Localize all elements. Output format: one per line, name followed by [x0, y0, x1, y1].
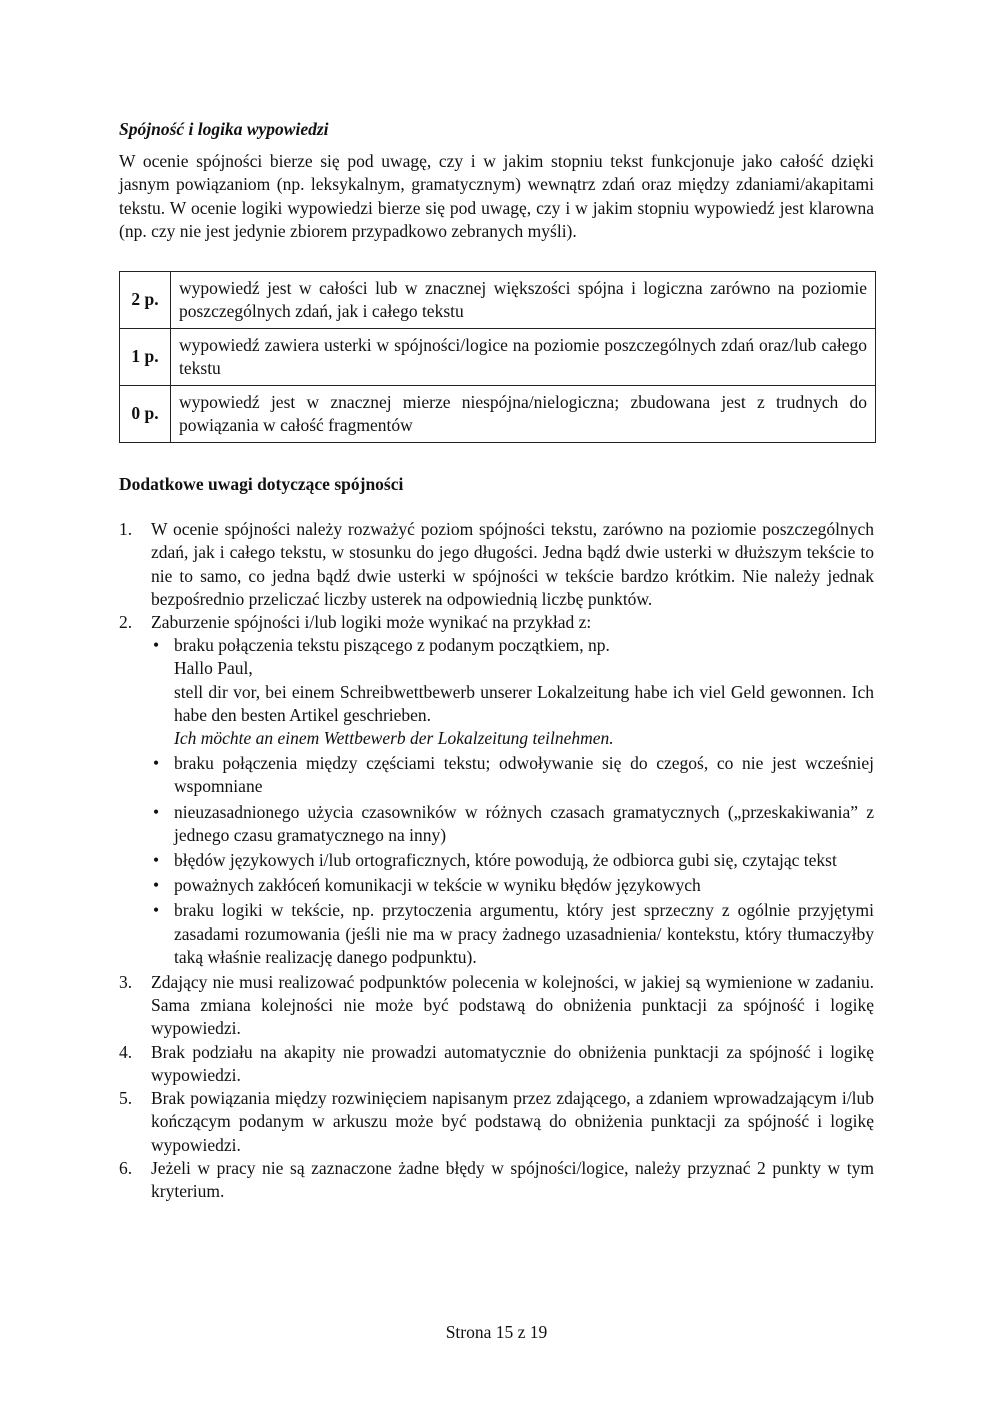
scoring-description: wypowiedź zawiera usterki w spójności/logice na poziomie poszczególnych zdań oraz/lub całego tekstu [171, 329, 876, 386]
page-footer: Strona 15 z 19 [445, 1322, 548, 1342]
note-text: Zaburzenie spójności i/lub logiki może wynikać na przykład z: [151, 612, 592, 633]
note-text: Brak powiązania między rozwinięciem napisanym przez zdającego, a zdaniem wprowadzającym i/lub kończącym podanym w arkuszu może być podstawą do obniżenia punktacji za spójność i logikę wypowiedzi. [151, 1088, 874, 1155]
subheading: Dodatkowe uwagi dotyczące spójności [119, 474, 404, 495]
bullet-item [151, 801, 874, 847]
note-text: Jeżeli w pracy nie są zaznaczone żadne błędy w spójności/logice, należy przyznać 2 punkty w tym kryterium. [151, 1157, 874, 1201]
scoring-row-1 [120, 329, 876, 386]
bullet-text: błędów językowych i/lub ortograficznych, które powodują, że odbiorca gubi się, czytając tekst [174, 850, 837, 871]
note-text: W ocenie spójności należy rozważyć poziom spójności tekstu, zarówno na poziomie poszczególnych zdań, jak i całego tekstu, w stosunku do jego długości. Jedna bądź dwie usterki w dłuższym tekście to nie to samo, co jedna bądź dwie usterki w spójności w tekście bardzo krótkim. Nie należy jednak bezpośrednio przeliczać liczby usterek na odpowiednią liczbę punktów. [151, 519, 874, 609]
note-item [119, 971, 874, 1041]
notes-list [119, 518, 874, 1203]
bullet-text: braku logiki w tekście, np. przytoczenia argumentu, który jest sprzeczny z ogólnie przyjętymi zasadami rozumowania (jeśli nie ma w pracy żadnego uzasadnienia/ kontekstu, który tłumaczyłby taką właśnie realizację danego podpunktu). [174, 900, 874, 967]
bullet-item [151, 874, 874, 897]
bullet-item [151, 899, 874, 969]
bullet-text: poważnych zakłóceń komunikacji w tekście w wyniku błędów językowych [174, 875, 701, 896]
example-italic-text: Ich möchte an einem Wettbewerb der Lokalzeitung teilnehmen. [174, 728, 614, 749]
note-item [119, 1157, 874, 1203]
scoring-description: wypowiedź jest w znacznej mierze niespójna/nielogiczna; zbudowana jest z trudnych do powiązania w całość fragmentów [171, 386, 876, 443]
example-greeting: Hallo Paul, [174, 658, 253, 679]
scoring-row-2 [120, 272, 876, 329]
bullet-icon: • [153, 753, 160, 774]
section-title: Spójność i logika wypowiedzi [119, 119, 329, 139]
bullet-list [151, 634, 874, 969]
scoring-description: wypowiedź jest w całości lub w znacznej większości spójna i logiczna zarówno na poziomie poszczególnych zdań, jak i całego tekstu [171, 272, 876, 329]
scoring-table [119, 271, 876, 443]
bullet-icon: • [153, 875, 160, 896]
bullet-text: braku połączenia tekstu piszącego z podanym początkiem, np. [174, 635, 610, 656]
note-number: 1. [119, 519, 133, 540]
bullet-item [151, 752, 874, 798]
scoring-row-0 [120, 386, 876, 443]
scoring-points: 0 p. [120, 386, 171, 443]
note-number: 2. [119, 612, 133, 633]
bullet-icon: • [153, 900, 160, 921]
note-number: 6. [119, 1157, 133, 1178]
scoring-points: 2 p. [120, 272, 171, 329]
note-text: Zdający nie musi realizować podpunktów polecenia w kolejności, w jakiej są wymienione w zadaniu. Sama zmiana kolejności nie może być podstawą do obniżenia punktacji za spójność i logikę wypowiedzi. [151, 972, 874, 1039]
bullet-icon: • [153, 635, 160, 656]
bullet-icon: • [153, 850, 160, 871]
scoring-points: 1 p. [120, 329, 171, 386]
note-text: Brak podziału na akapity nie prowadzi automatycznie do obniżenia punktacji za spójność i logikę wypowiedzi. [151, 1041, 874, 1085]
bullet-text: nieuzasadnionego użycia czasowników w różnych czasach gramatycznych („przeskakiwania” z jednego czasu gramatycznego na inny) [174, 801, 874, 845]
note-number: 4. [119, 1041, 133, 1062]
bullet-text: braku połączenia między częściami tekstu; odwoływanie się do czegoś, co nie jest wcześniej wspomniane [174, 753, 874, 797]
note-item [119, 1041, 874, 1087]
note-number: 5. [119, 1088, 133, 1109]
bullet-item [151, 634, 874, 750]
note-item [119, 518, 874, 611]
bullet-icon: • [153, 801, 160, 822]
note-item [119, 611, 874, 969]
bullet-item [151, 849, 874, 872]
note-number: 3. [119, 972, 133, 993]
intro-paragraph: W ocenie spójności bierze się pod uwagę, czy i w jakim stopniu tekst funkcjonuje jako całość dzięki jasnym powiązaniom (np. leksykalnym, gramatycznym) wewnątrz zdań oraz między zdaniami/akapitami tekstu. W ocenie logiki wypowiedzi bierze się pod uwagę, czy i w jakim stopniu wypowiedź jest klarowna (np. czy nie jest jedynie zbiorem przypadkowo zebranych myśli). [119, 151, 874, 241]
note-item [119, 1087, 874, 1157]
document-page [119, 118, 874, 1203]
example-text: stell dir vor, bei einem Schreibwettbewerb unserer Lokalzeitung habe ich viel Geld gewonnen. Ich habe den besten Artikel geschrieben. [174, 681, 874, 725]
